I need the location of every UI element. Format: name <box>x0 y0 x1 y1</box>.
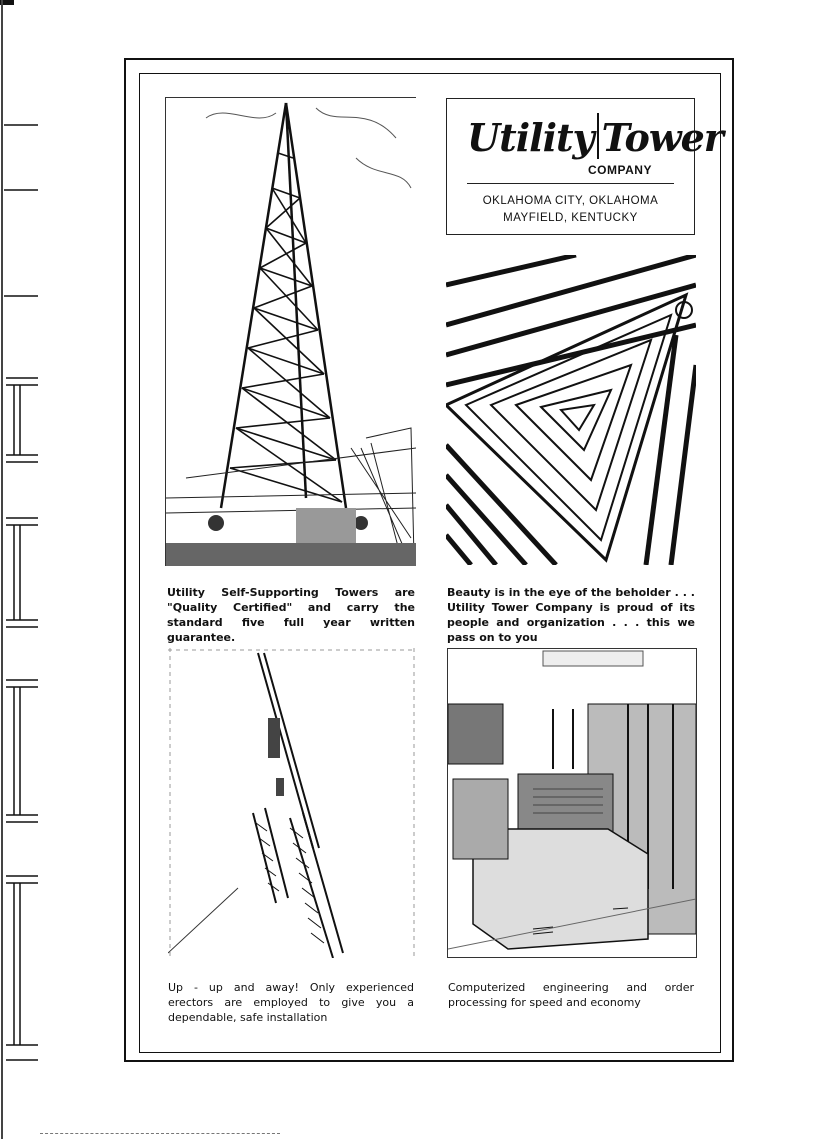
tower-caption: Utility Self-Supporting Towers are "Quality Certified" and carry the standard five full year written guarantee. <box>167 586 415 644</box>
computer-room-photo <box>447 648 697 958</box>
binding-strip <box>0 0 40 1139</box>
logo-divider <box>467 183 674 184</box>
location-oklahoma: OKLAHOMA CITY, OKLAHOMA <box>482 195 659 207</box>
beauty-caption: Beauty is in the eye of the beholder . . . Utility Tower Company is proud of its people and organization . . . this we pass on to you <box>447 586 695 644</box>
tower-interior-photo <box>446 255 696 565</box>
company-logo: Utility Tower <box>467 115 723 160</box>
company-logo-box <box>446 98 723 235</box>
lattice-tower-photo <box>165 97 416 566</box>
bottom-rule <box>40 1133 280 1134</box>
logo-company-word: COMPANY <box>588 163 652 177</box>
location-kentucky: MAYFIELD, KENTUCKY <box>503 212 638 224</box>
erectors-photo <box>168 648 416 958</box>
erectors-caption: Up - up and away! Only experienced erectors are employed to give you a dependable, safe installation <box>168 981 414 1024</box>
computer-caption: Computerized engineering and order processing for speed and economy <box>448 981 694 1009</box>
